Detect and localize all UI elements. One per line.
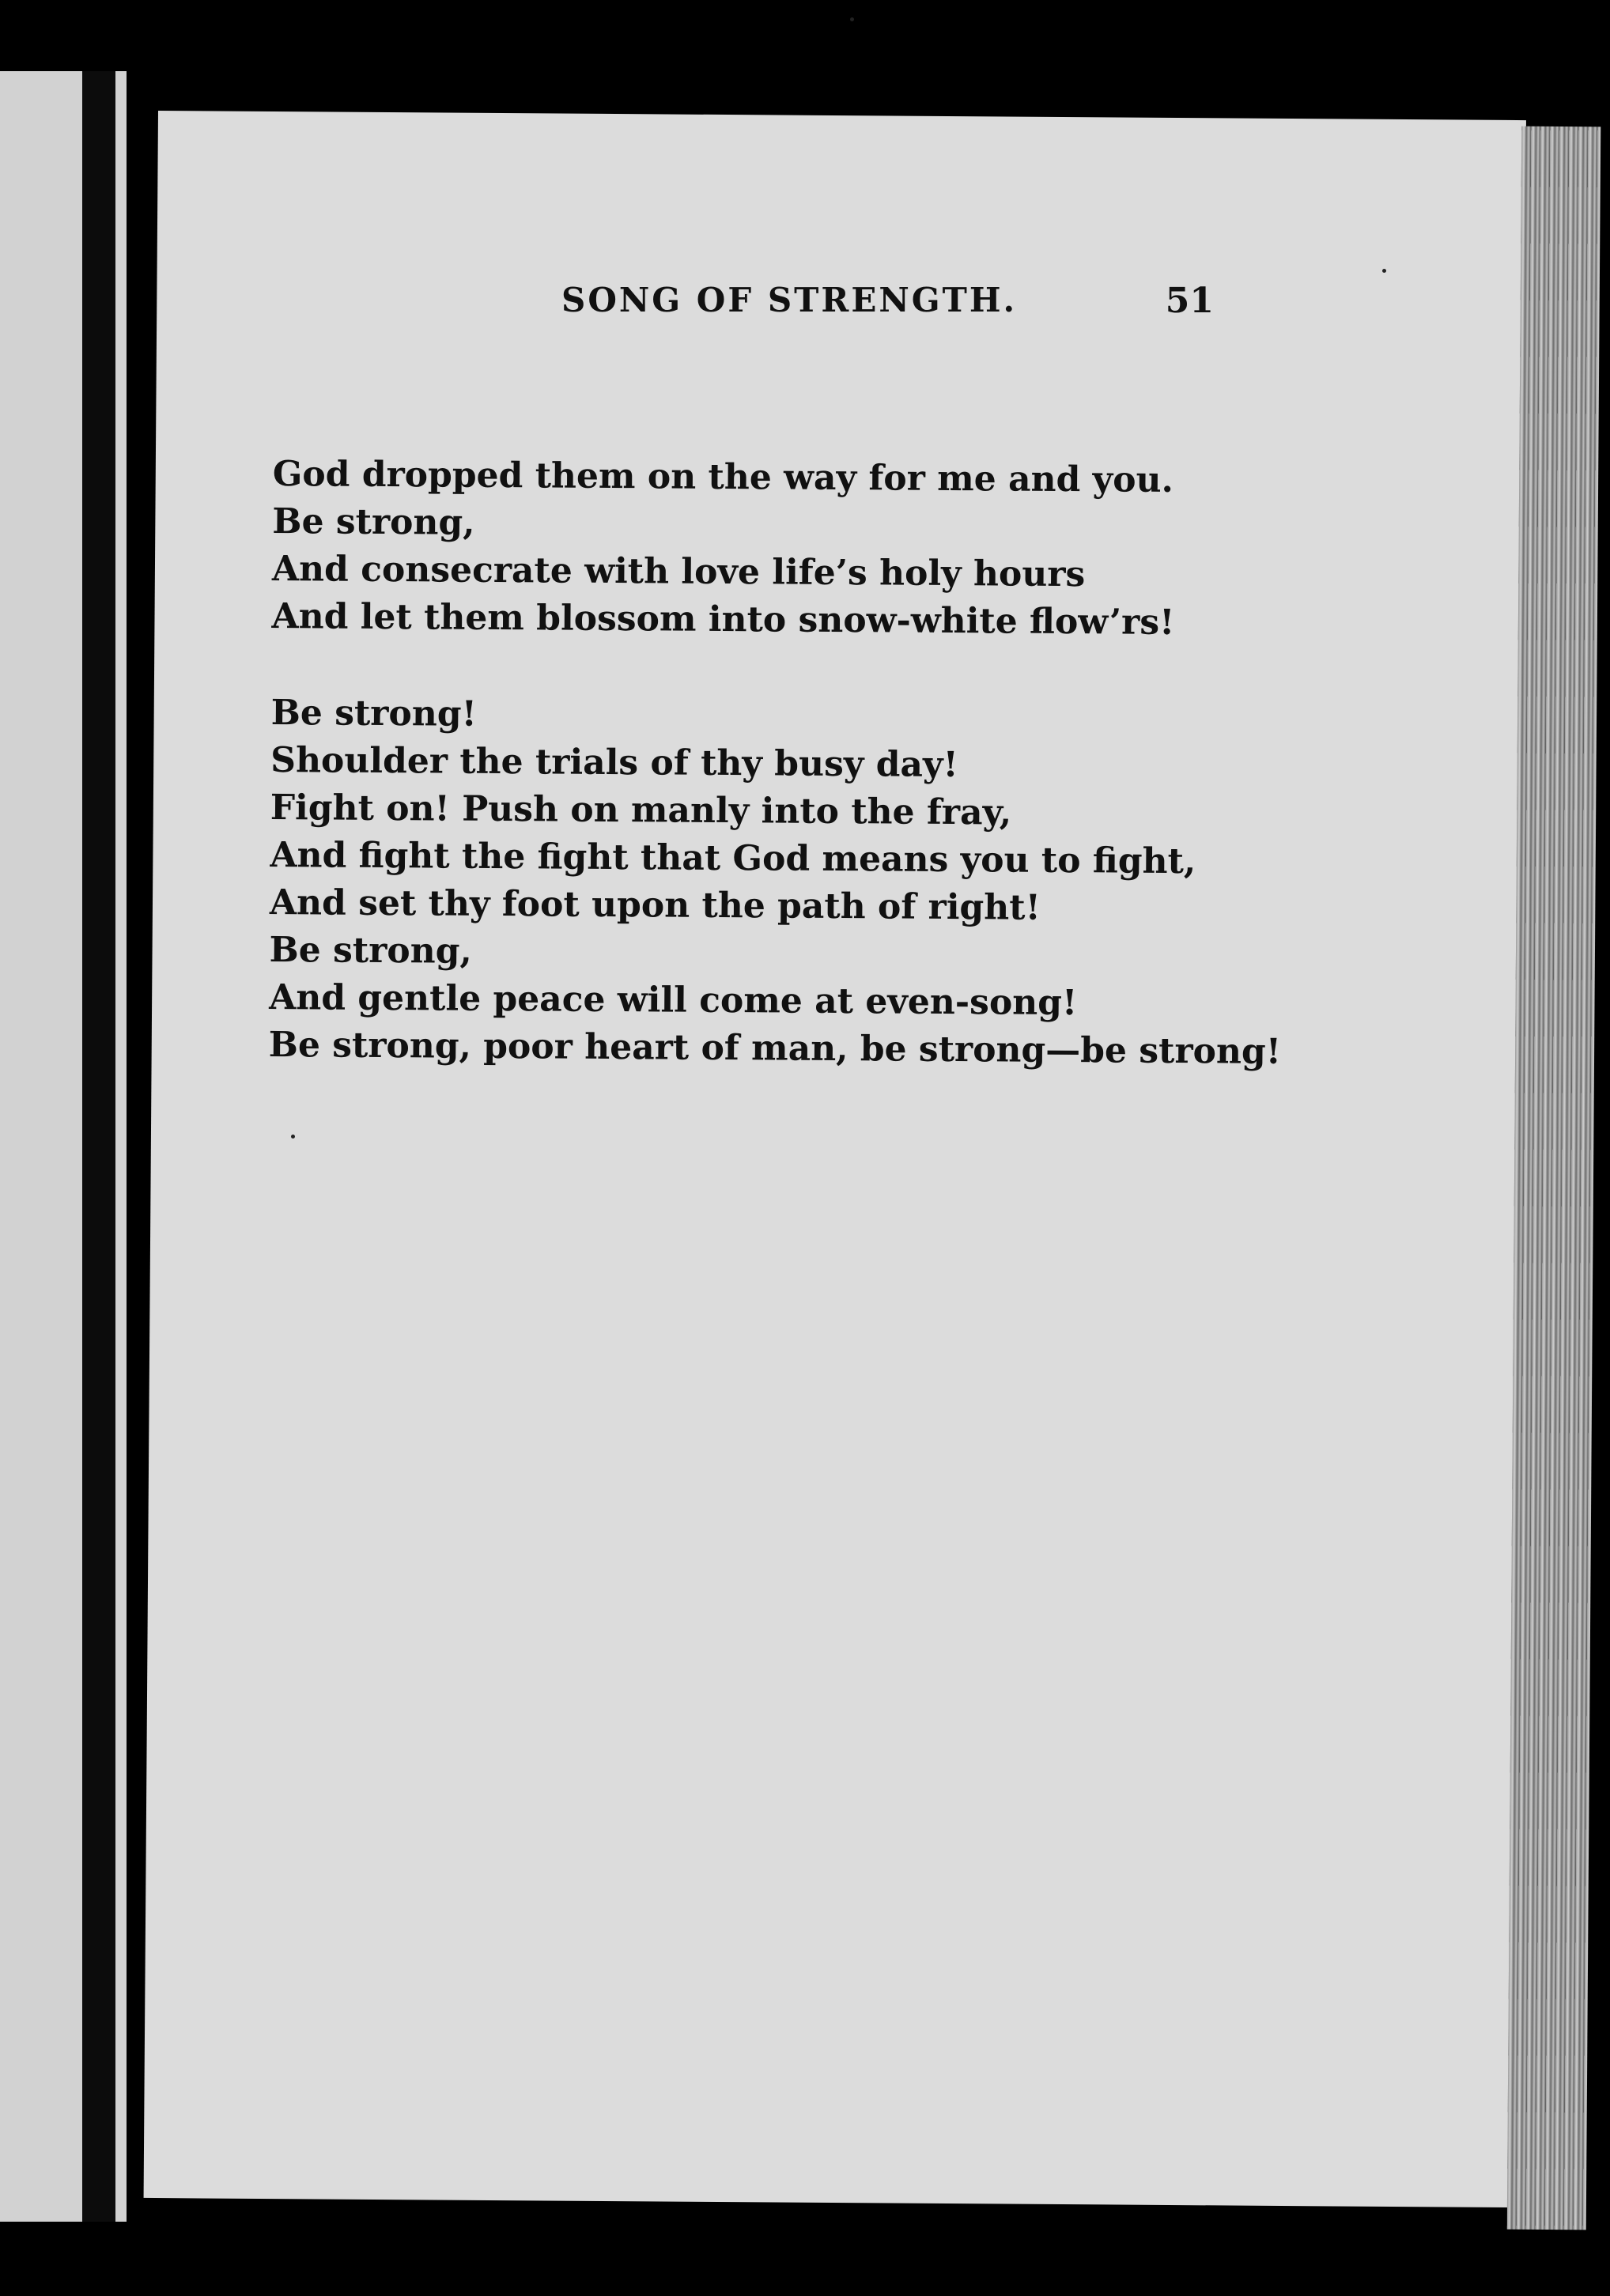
poem-line: Fight on! Push on manly into the fray,	[270, 787, 1012, 833]
binding-gutter	[82, 71, 115, 2222]
poem-line: And fight the fight that God means you to fight,	[270, 834, 1196, 882]
scan-speck	[1382, 269, 1386, 273]
page-number: 51	[1165, 281, 1214, 321]
poem-line: And gentle peace will come at even-song!	[268, 976, 1078, 1024]
running-head	[399, 281, 1214, 344]
page-fore-edge	[1507, 127, 1601, 2230]
poem-line: And consecrate with love life’s holy hours	[271, 548, 1086, 595]
book-page	[144, 111, 1526, 2207]
poem-line: Be strong, poor heart of man, be strong—be strong!	[268, 1024, 1282, 1072]
poem-line: Shoulder the trials of thy busy day!	[270, 739, 959, 786]
poem-line: God dropped them on the way for me and you.	[272, 453, 1174, 500]
scan-speck	[850, 17, 854, 21]
poem-line: Be strong,	[269, 929, 472, 972]
poem-line: Be strong,	[272, 500, 475, 543]
scan-speck	[291, 1135, 295, 1139]
poem-text	[268, 451, 1282, 1076]
poem-line: Be strong!	[270, 692, 478, 734]
poem-line: And set thy foot upon the path of right!	[269, 882, 1041, 928]
stanza-break	[271, 640, 1268, 697]
poem-line: And let them blossom into snow-white flow’rs!	[271, 595, 1175, 643]
running-title: SONG OF STRENGTH.	[561, 281, 1018, 319]
